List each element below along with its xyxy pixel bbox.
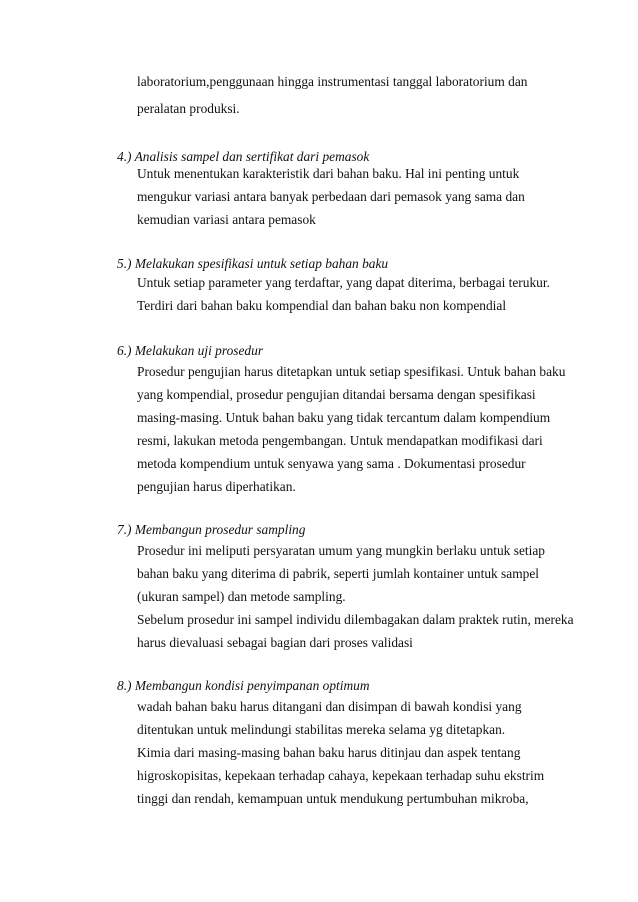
- body-line: mengukur variasi antara banyak perbedaan dari pemasok yang sama dan: [137, 189, 525, 204]
- intro-line: laboratorium,penggunaan hingga instrumentasi tanggal laboratorium dan: [137, 74, 528, 89]
- body-line: resmi, lakukan metoda pengembangan. Untuk mendapatkan modifikasi dari: [137, 433, 543, 448]
- section-heading: 8.) Membangun kondisi penyimpanan optimum: [117, 678, 370, 693]
- body-line: higroskopisitas, kepekaan terhadap cahaya, kepekaan terhadap suhu ekstrim: [137, 768, 545, 783]
- section-heading: 7.) Membangun prosedur sampling: [117, 522, 306, 537]
- body-line: tinggi dan rendah, kemampuan untuk mendukung pertumbuhan mikroba,: [137, 791, 529, 806]
- body-line: yang kompendial, prosedur pengujian ditandai bersama dengan spesifikasi: [137, 387, 536, 402]
- body-line: pengujian harus diperhatikan.: [137, 479, 296, 494]
- body-line: wadah bahan baku harus ditangani dan disimpan di bawah kondisi yang: [137, 699, 522, 714]
- body-line: harus dievaluasi sebagai bagian dari proses validasi: [137, 635, 413, 650]
- body-line: ditentukan untuk melindungi stabilitas mereka selama yg ditetapkan.: [137, 722, 506, 737]
- body-line: Terdiri dari bahan baku kompendial dan bahan baku non kompendial: [137, 298, 507, 313]
- body-line: (ukuran sampel) dan metode sampling.: [137, 589, 346, 604]
- intro-line: peralatan produksi.: [137, 101, 240, 116]
- body-line: Untuk menentukan karakteristik dari bahan baku. Hal ini penting untuk: [137, 166, 520, 181]
- section-heading: 4.) Analisis sampel dan sertifikat dari pemasok: [117, 149, 370, 164]
- body-line: bahan baku yang diterima di pabrik, seperti jumlah kontainer untuk sampel: [137, 566, 539, 581]
- body-line: Sebelum prosedur ini sampel individu dilembagakan dalam praktek rutin, mereka: [137, 612, 574, 627]
- section-heading: 6.) Melakukan uji prosedur: [117, 343, 264, 358]
- section-heading: 5.) Melakukan spesifikasi untuk setiap bahan baku: [117, 256, 389, 271]
- body-line: Prosedur ini meliputi persyaratan umum yang mungkin berlaku untuk setiap: [137, 543, 545, 558]
- body-line: Prosedur pengujian harus ditetapkan untuk setiap spesifikasi. Untuk bahan baku: [137, 364, 566, 379]
- body-line: metoda kompendium untuk senyawa yang sama . Dokumentasi prosedur: [137, 456, 526, 471]
- body-line: Untuk setiap parameter yang terdaftar, yang dapat diterima, berbagai terukur.: [137, 275, 550, 290]
- body-line: kemudian variasi antara pemasok: [137, 212, 316, 227]
- body-line: Kimia dari masing-masing bahan baku harus ditinjau dan aspek tentang: [137, 745, 521, 760]
- body-line: masing-masing. Untuk bahan baku yang tidak tercantum dalam kompendium: [137, 410, 551, 425]
